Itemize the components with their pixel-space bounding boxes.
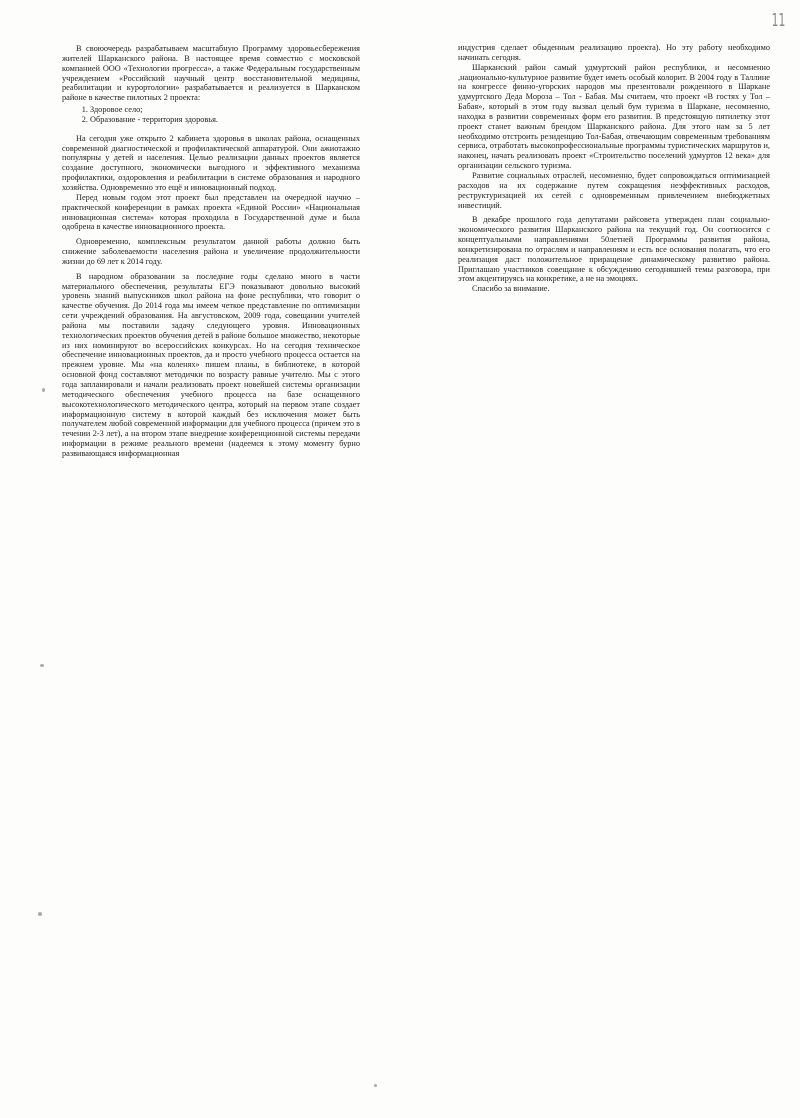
project-list (62, 105, 360, 125)
paragraph: Спасибо за внимание. (472, 284, 550, 294)
scan-speck (40, 664, 44, 667)
page-number: 11 (771, 10, 786, 31)
paragraph: В народном образовании за последние годы сделано много в части материального обеспечения, результаты ЕГЭ показывают довольно высокий уровень знаний выпускников школ района на фоне республики, что говорит о качестве обучения. До 2014 года мы имеем четкое представление по оптимизации сети учреждений образования. На августовском, 2009 года, совещании учителей района мы поставили задачу следующего уровня. Инновационных технологических проектов обучения детей в районе большое множество, некоторые из них номинируют во всероссийских конкурсах. Но на сегодня техническое обеспечение инновационных проектов, да и просто учебного процесса остается на прежнем уровне. Мы «на коленях» пишем планы, в библиотеке, в которой основной фонд составляют методички по возрасту равные учителю. Мы с этого года запланировали и начали реализовать проект новейшей системы организации методического обеспечения учебного процесса на базе оснащенного высокотехнологического методического центра, который на первом этапе создает информационную систему в которой каждый без исключения может быть получателем любой современной информации для учебного процесса (причем это в течении 2-3 лет), а на втором этапе внедрение конференционной системы передачи информации в режиме реального времени (надеемся к этому моменту бурно развивающаяся информационная (62, 271, 360, 458)
paragraph: Перед новым годом этот проект был представлен на очередной научно – практической конференции в рамках проекта «Единой России» «Национальная инновационная система» которая проходила в Государственной думе и была одобрена в качестве инновационного проекта. (62, 192, 360, 232)
list-item: 2. Образование - территория здоровья. (90, 115, 360, 125)
paragraph: В своюочередь разрабатываем масштабную Программу здоровьесбережения жителей Шарканского района. В настоящее время совместно с московской компанией ООО «Технологии прогресса», а также Федеральным государственным учреждением «Российский научный центр восстановительной медицины, реабилитации и курортологии» разрабатывается и реализуется в Шарканском районе в качестве пилотных 2 проекта: (62, 44, 360, 103)
paragraph: На сегодня уже открыто 2 кабинета здоровья в школах района, оснащенных современной диагностической и профилактической аппаратурой. Они ажиотажно популярны у детей и населения. Целью реализации данных проектов является создание доступного, экономически выгодного и эффективного механизма профилактики, оздоровления и реабилитации в системе образования и народного хозяйства. Одновременно это ещё и инновационный подход. (62, 133, 360, 192)
paragraph: Одновременно, комплексным результатом данной работы должно быть снижение заболеваемости населения района и увеличение продолжительности жизни до 69 лет к 2014 году. (62, 237, 360, 266)
scan-speck (374, 1084, 377, 1087)
scan-speck (38, 912, 42, 916)
paragraph: В декабре прошлого года депутатами райсовета утвержден план социально-экономического развития Шарканского района на текущий год. Он соотносится с концептуальными направлениями 50летней Программы развития района, конкретизирована по отраслям и направлениям и есть все основания полагать, что его реализация даст положительное приращение динамическому развитию района. Приглашаю участников совещание к обсуждению сегодняшней темы разговора, при этом акцентируясь на конкретике, а не на эмоциях. (458, 215, 770, 284)
right-column (458, 43, 770, 294)
paragraph: индустрия сделает обыденным реализацию проекта). Но эту работу необходимо начинать сегодня. (458, 43, 770, 62)
left-column (62, 44, 360, 459)
paragraph: Шарканский район самый удмуртский район республики, и несомненно ,национально-культурное развитие будет иметь особый колорит. В 2004 году в Таллине на конгрессе финно-угорских народов мы презентовали рожденного в Шаркане удмуртского Деда Мороза – Тол - Бабая. Мы считаем, что проект «В гостях у Тол – Бабая», который в этом году вызвал целый бум туризма в Шаркане, несомненно, находка в развитии современных форм его развития. В предстоящую пятилетку этот проект станет важным брендом Шарканского района. Для этого нам за 5 лет необходимо отстроить резиденцию Тол-Бабая, отвечающим современным требованиям сервиса, отработать высокопрофессиональные программы туристических маршрутов и, наконец, начать реализовать проект «Строительство поселений удмуртов 12 века» для организации сельского туризма. (458, 62, 770, 171)
paragraph: Развитие социальных отраслей, несомненно, будет сопровождаться оптимизацией расходов на их содержание путем сокращения неэффективных расходов, реструктуризацией их сетей с одновременным привлечением внебюджетных инвестиций. (458, 170, 770, 210)
scan-speck (42, 388, 45, 392)
list-item: 1. Здоровое село; (90, 105, 360, 115)
